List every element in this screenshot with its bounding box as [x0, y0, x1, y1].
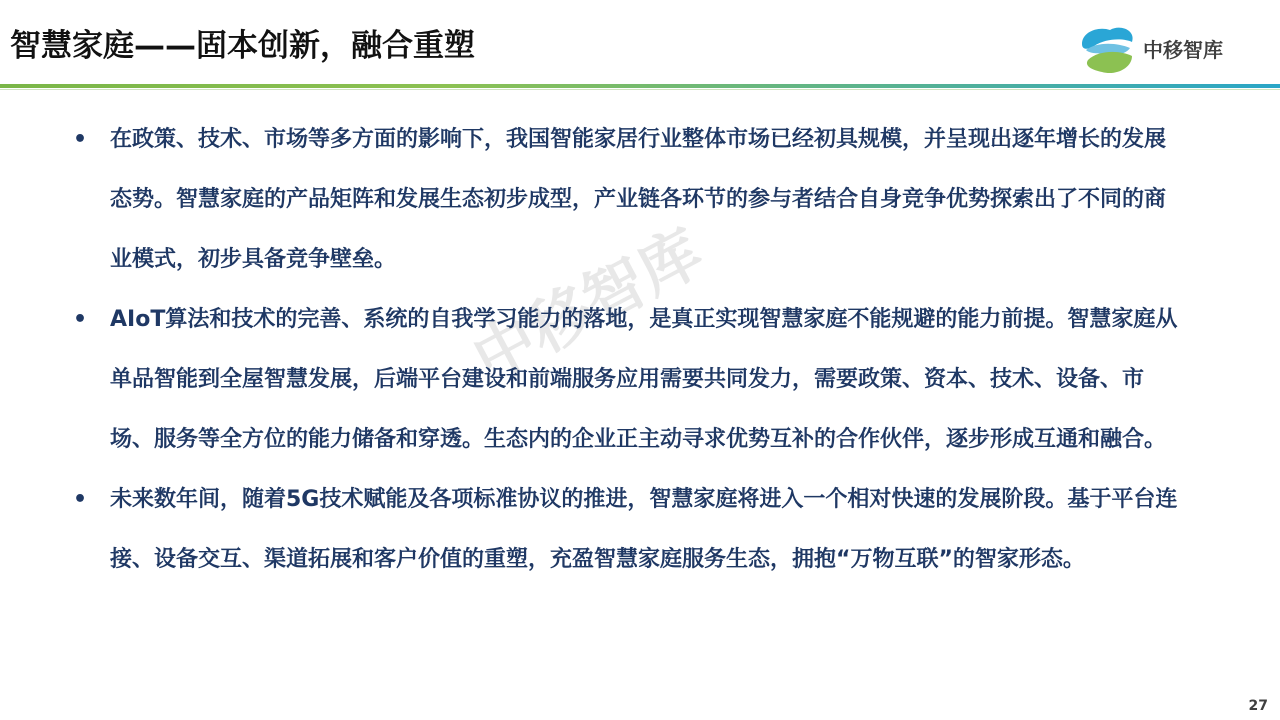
bullet-text: AIoT算法和技术的完善、系统的自我学习能力的落地，是真正实现智慧家庭不能规避的能力前提。智慧家庭从单品智能到全屋智慧发展，后端平台建设和前端服务应用需要共同发力，需要政策、资本、技术、设备、市场、服务等全方位的能力储备和穿透。生态内的企业正主动寻求优势互补的合作伙伴，逐步形成互通和融合。	[110, 307, 1178, 452]
cloud-logo-icon	[1076, 20, 1138, 78]
bullet-item	[70, 470, 1180, 590]
logo-text: 中移智库	[1143, 38, 1223, 62]
slide-title: 智慧家庭——固本创新，融合重塑	[10, 28, 475, 64]
header-divider	[0, 84, 1280, 88]
bullet-item	[70, 110, 1180, 290]
page-number: 27	[1248, 698, 1268, 714]
bullet-text: 未来数年间，随着5G技术赋能及各项标准协议的推进，智慧家庭将进入一个相对快速的发展阶段。基于平台连接、设备交互、渠道拓展和客户价值的重塑，充盈智慧家庭服务生态，拥抱“万物互联”的智家形态。	[110, 487, 1178, 572]
bullet-item	[70, 290, 1180, 470]
logo	[1076, 20, 1256, 78]
bullet-dot: •	[72, 307, 88, 332]
header-divider-shadow	[0, 89, 1280, 90]
bullet-list	[70, 110, 1180, 590]
bullet-dot: •	[72, 127, 88, 152]
watermark-text: 中移智库	[461, 215, 715, 396]
bullet-dot: •	[72, 487, 88, 512]
bullet-text: 在政策、技术、市场等多方面的影响下，我国智能家居行业整体市场已经初具规模，并呈现出逐年增长的发展态势。智慧家庭的产品矩阵和发展生态初步成型，产业链各环节的参与者结合自身竞争优势探索出了不同的商业模式，初步具备竞争壁垒。	[110, 127, 1167, 272]
